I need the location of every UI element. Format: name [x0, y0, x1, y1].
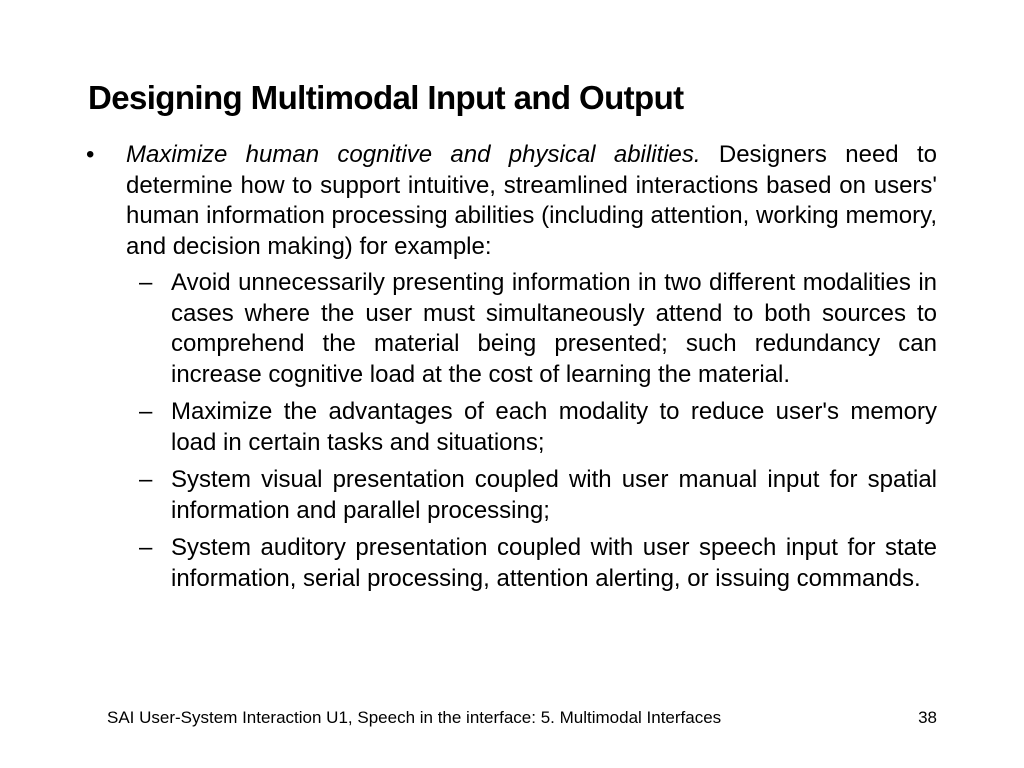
bullet-lead-italic: Maximize human cognitive and physical abilities. [126, 141, 701, 168]
footer-text: SAI User-System Interaction U1, Speech in the interface: 5. Multimodal Interfaces [107, 708, 722, 727]
sub-bullet-text: Maximize the advantages of each modality to reduce user's memory load in certain tasks and situations; [171, 398, 937, 456]
bullet-text: Designers need to determine how to support intuitive, streamlined interactions based on users' human information processing abilities (including attention, working memory, and decision making) for example: [126, 141, 937, 260]
dash-marker-icon: – [139, 269, 153, 296]
sub-bullet-item [86, 533, 937, 594]
sub-bullet-item [86, 268, 937, 390]
bullet-marker-icon: • [86, 141, 95, 168]
dash-marker-icon: – [139, 398, 153, 425]
sub-bullet-item [86, 465, 937, 526]
sub-bullet-text: System visual presentation coupled with user manual input for spatial information and parallel processing; [171, 466, 937, 524]
sub-bullet-text: Avoid unnecessarily presenting information in two different modalities in cases where the user must simultaneously attend to both sources to comprehend the material being presented; such redundancy can increase cognitive load at the cost of learning the material. [171, 269, 937, 388]
slide-title: Designing Multimodal Input and Output [88, 79, 684, 116]
slide-body [86, 140, 937, 601]
sub-bullet-text: System auditory presentation coupled with user speech input for state information, serial processing, attention alerting, or issuing commands. [171, 534, 937, 592]
bullet-item [86, 140, 937, 262]
dash-marker-icon: – [139, 466, 153, 493]
sub-bullet-list [86, 268, 937, 594]
page-number: 38 [918, 708, 937, 727]
sub-bullet-item [86, 397, 937, 458]
dash-marker-icon: – [139, 534, 153, 561]
